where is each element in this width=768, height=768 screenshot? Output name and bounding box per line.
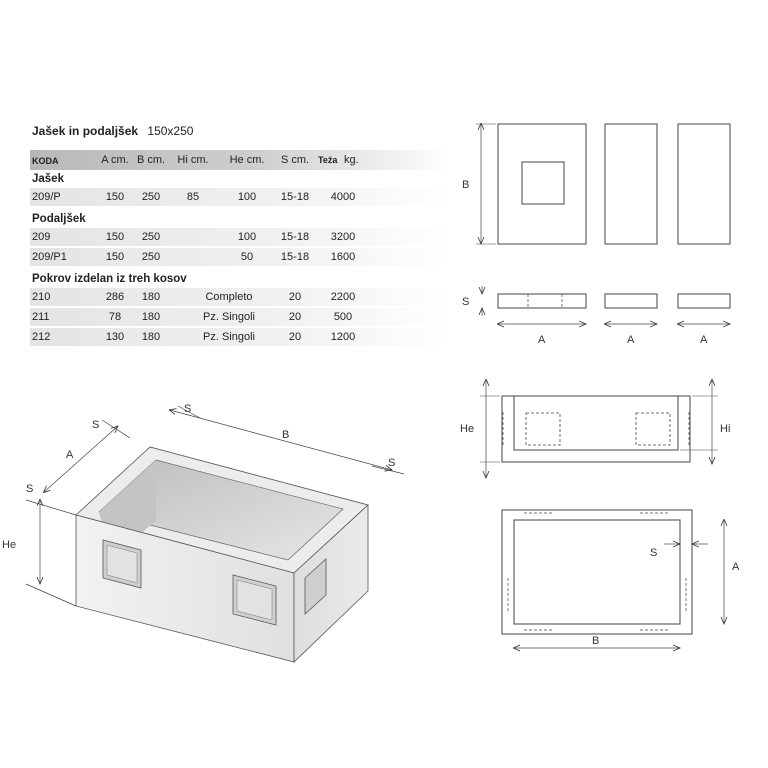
cell-teza: 500 bbox=[333, 311, 353, 323]
cell-hi: 85 bbox=[186, 191, 200, 203]
dim-label-a: A bbox=[538, 334, 546, 346]
cell-b: 180 bbox=[141, 291, 161, 303]
cell-a: 150 bbox=[105, 251, 125, 263]
cell-type: Pz. Singoli bbox=[203, 311, 255, 323]
dim-label-a: A bbox=[66, 449, 74, 461]
cell-a: 150 bbox=[105, 231, 125, 243]
header-hi: Hi cm. bbox=[177, 154, 209, 166]
cell-he: 100 bbox=[237, 191, 257, 203]
manhole-opening bbox=[522, 162, 564, 204]
isometric-view bbox=[76, 447, 368, 662]
title-main: Jašek in podaljšek bbox=[32, 124, 139, 138]
cell-teza: 1600 bbox=[330, 251, 356, 263]
dim-label-hi: Hi bbox=[720, 423, 731, 435]
dim-label-a: A bbox=[627, 334, 635, 346]
header-b: B cm. bbox=[136, 154, 166, 166]
plan-section-view bbox=[502, 510, 724, 648]
plan-view-part bbox=[605, 124, 657, 244]
section-label: Pokrov izdelan iz treh kosov bbox=[32, 273, 187, 285]
section-view-group bbox=[482, 286, 730, 324]
cell-koda: 209 bbox=[32, 231, 51, 243]
cell-teza: 4000 bbox=[330, 191, 356, 203]
cell-type: Completo bbox=[205, 291, 253, 303]
cell-b: 180 bbox=[141, 331, 161, 343]
cell-s: 20 bbox=[288, 291, 302, 303]
dim-label-s: S bbox=[184, 403, 192, 415]
cell-koda: 210 bbox=[32, 291, 51, 303]
cell-s: 20 bbox=[288, 311, 302, 323]
cell-b: 250 bbox=[141, 231, 161, 243]
cell-a: 78 bbox=[108, 311, 122, 323]
cell-koda: 209/P bbox=[32, 191, 61, 203]
dim-label-b: B bbox=[592, 635, 600, 647]
section-view-part bbox=[678, 294, 730, 308]
plan-view-group bbox=[476, 124, 730, 244]
section-label: Jašek bbox=[32, 173, 64, 185]
header-s: S cm. bbox=[280, 154, 310, 166]
cell-s: 15-18 bbox=[280, 231, 310, 243]
plan-view-part bbox=[678, 124, 730, 244]
section-label: Podaljšek bbox=[32, 213, 86, 225]
cell-he: 50 bbox=[240, 251, 254, 263]
cell-b: 250 bbox=[141, 191, 161, 203]
dim-label-a: A bbox=[732, 561, 740, 573]
elevation-view bbox=[480, 380, 718, 478]
cell-s: 15-18 bbox=[280, 251, 310, 263]
dim-label-he: He bbox=[2, 539, 17, 551]
cell-koda: 212 bbox=[32, 331, 51, 343]
dim-label-b: B bbox=[282, 429, 290, 441]
dim-label-s: S bbox=[462, 296, 470, 308]
dim-label-b: B bbox=[462, 179, 470, 191]
cell-a: 150 bbox=[105, 191, 125, 203]
cell-a: 286 bbox=[105, 291, 125, 303]
cell-b: 180 bbox=[141, 311, 161, 323]
header-he: He cm. bbox=[229, 154, 265, 166]
header-teza: Teža bbox=[318, 155, 338, 165]
dim-label-s: S bbox=[26, 483, 34, 495]
header-kg: kg. bbox=[344, 154, 359, 166]
cell-teza: 3200 bbox=[330, 231, 356, 243]
cell-koda: 209/P1 bbox=[32, 251, 67, 263]
dim-label-he: He bbox=[460, 423, 475, 435]
cell-s: 20 bbox=[288, 331, 302, 343]
dim-label-a: A bbox=[700, 334, 708, 346]
plan-view-cover bbox=[498, 124, 586, 244]
header-a: A cm. bbox=[101, 154, 129, 166]
cell-teza: 1200 bbox=[330, 331, 356, 343]
header-koda: KODA bbox=[32, 156, 59, 166]
section-view-cover bbox=[498, 294, 586, 308]
cell-b: 250 bbox=[141, 251, 161, 263]
dim-label-s: S bbox=[92, 419, 100, 431]
cell-koda: 211 bbox=[32, 311, 50, 323]
dim-label-s: S bbox=[650, 547, 658, 559]
dim-label-s: S bbox=[388, 457, 396, 469]
cell-s: 15-18 bbox=[280, 191, 310, 203]
cell-a: 130 bbox=[105, 331, 125, 343]
title-dims: 150x250 bbox=[147, 124, 194, 138]
cell-teza: 2200 bbox=[330, 291, 356, 303]
cell-he: 100 bbox=[237, 231, 257, 243]
cell-type: Pz. Singoli bbox=[203, 331, 255, 343]
section-view-part bbox=[605, 294, 657, 308]
